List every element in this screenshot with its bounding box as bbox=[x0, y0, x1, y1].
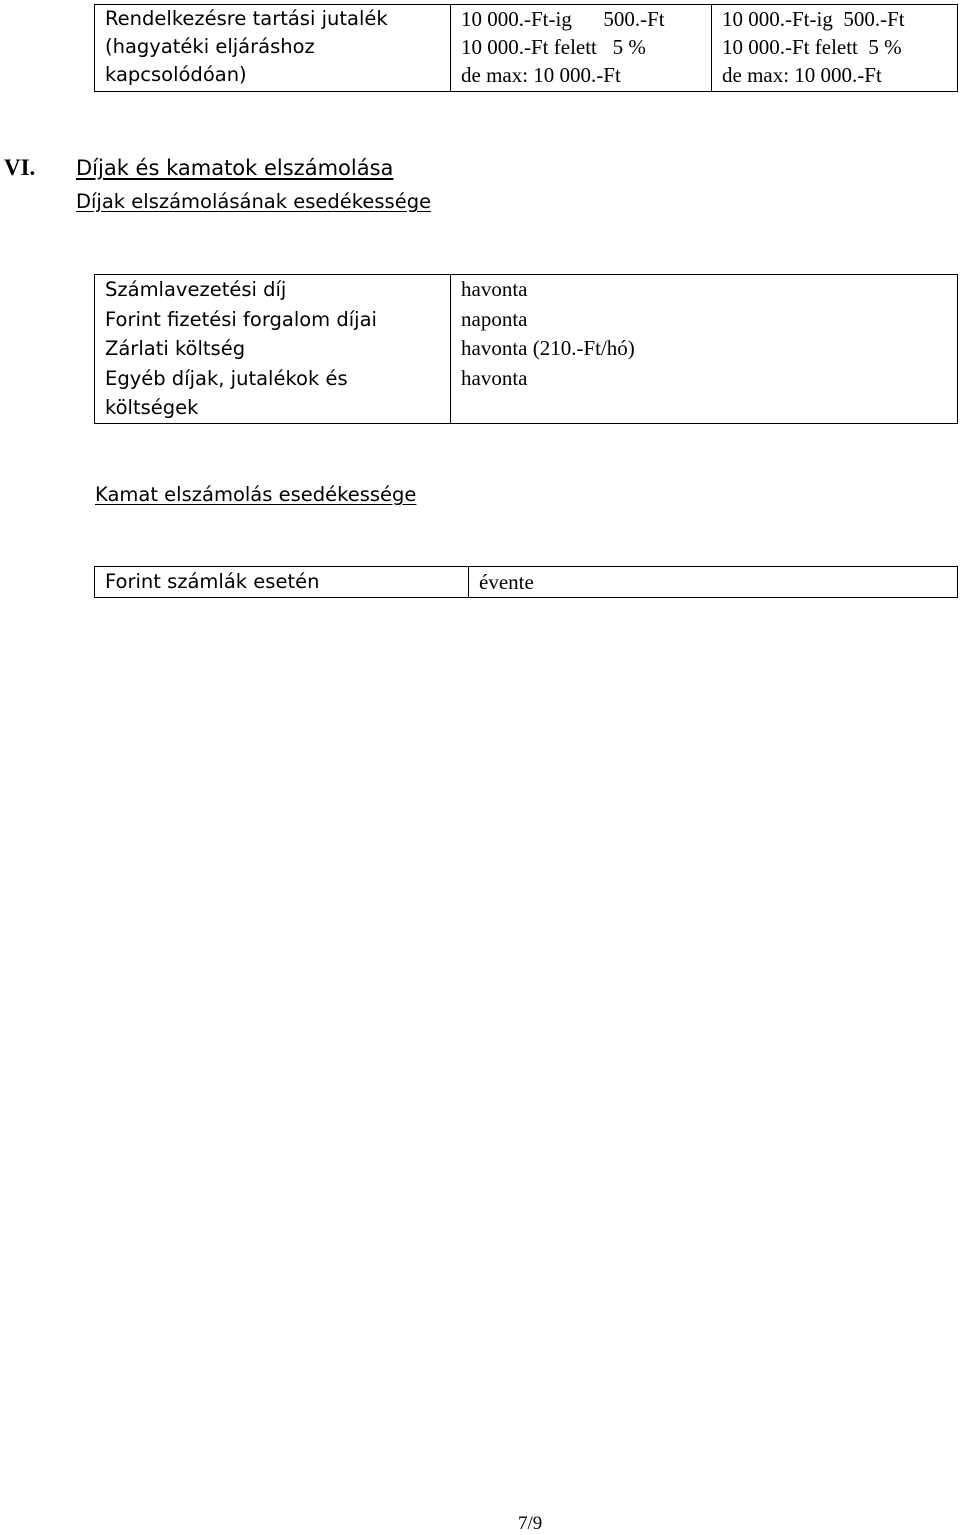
commission-value-line: de max: 10 000.-Ft bbox=[722, 63, 882, 87]
interest-heading: Kamat elszámolás esedékessége bbox=[95, 483, 417, 506]
commission-value-line: 10 000.-Ft felett 5 % bbox=[722, 35, 902, 59]
fee-value: havonta bbox=[461, 365, 528, 390]
fee-value: havonta (210.-Ft/hó) bbox=[461, 336, 635, 360]
section-title: Díjak és kamatok elszámolása bbox=[76, 156, 394, 180]
commission-value-line: 10 000.-Ft-ig 500.-Ft bbox=[722, 7, 905, 31]
commission-label-line: kapcsolódóan) bbox=[105, 63, 247, 86]
commission-label-line: (hagyatéki eljáráshoz bbox=[105, 35, 315, 58]
fee-label: Forint fizetési forgalom díjai bbox=[105, 307, 377, 331]
fees-label-cell bbox=[95, 275, 451, 424]
commission-value-line: 10 000.-Ft-ig 500.-Ft bbox=[461, 7, 665, 31]
commission-value-cell-2 bbox=[712, 5, 958, 92]
interest-value-cell: évente bbox=[469, 567, 958, 598]
fees-value-cell bbox=[451, 275, 958, 424]
commission-label-cell bbox=[95, 5, 451, 92]
commission-value-cell-1 bbox=[451, 5, 712, 92]
section-subtitle: Díjak elszámolásának esedékessége bbox=[76, 190, 432, 213]
interest-label-cell: Forint számlák esetén bbox=[95, 567, 469, 598]
fees-table bbox=[94, 274, 958, 424]
fee-value: naponta bbox=[461, 306, 528, 331]
page-number: 7/9 bbox=[518, 1513, 543, 1534]
commission-label-line: Rendelkezésre tartási jutalék bbox=[105, 7, 388, 30]
commission-table bbox=[94, 4, 958, 92]
fee-value: havonta bbox=[461, 277, 528, 301]
section-number: VI. bbox=[4, 155, 36, 180]
fee-label: költségek bbox=[105, 396, 199, 419]
fee-label: Számlavezetési díj bbox=[105, 278, 287, 301]
fee-label: Zárlati költség bbox=[105, 337, 246, 360]
commission-value-line: de max: 10 000.-Ft bbox=[461, 63, 621, 87]
interest-table bbox=[94, 566, 958, 598]
fee-label: Egyéb díjak, jutalékok és bbox=[105, 366, 348, 390]
commission-value-line: 10 000.-Ft felett 5 % bbox=[461, 35, 646, 59]
